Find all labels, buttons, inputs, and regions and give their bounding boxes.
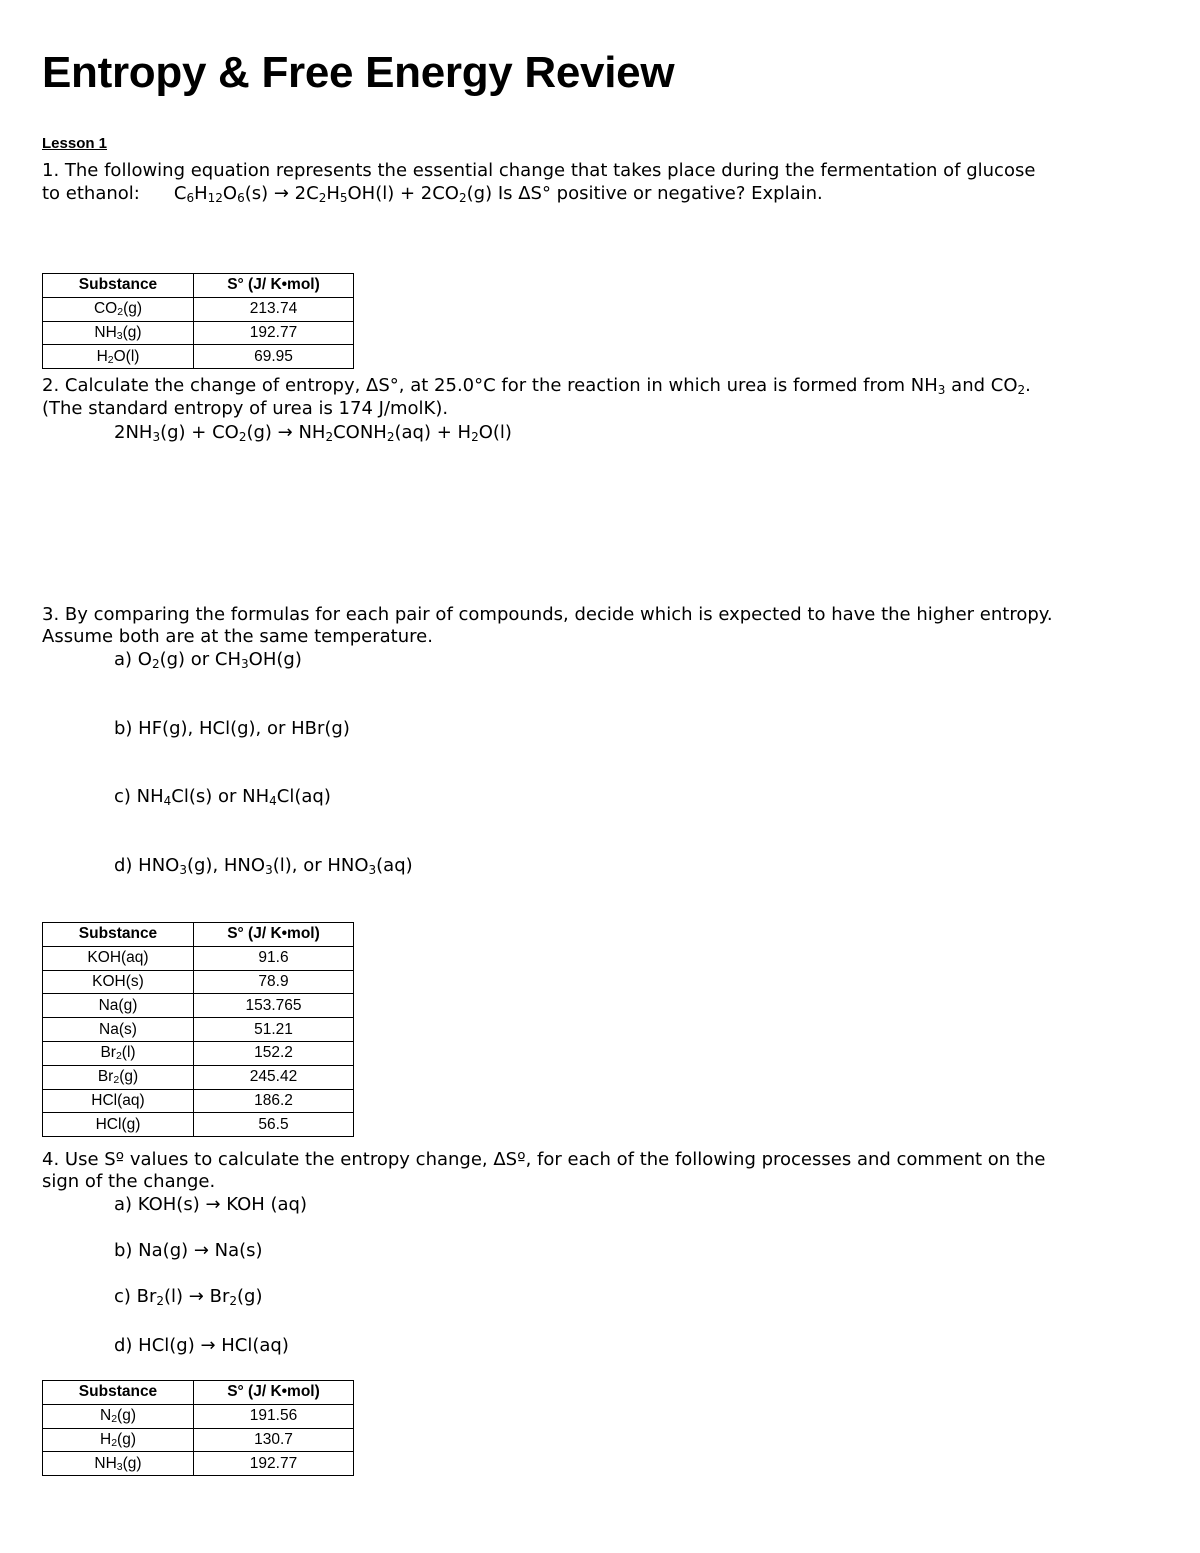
fermentation-equation: $C_6H_{12}O_6(s) \to 2C_2H_5OH(l) + 2CO_2(g)$ Is ΔS° positive or negative? Explain. [173,183,823,205]
substance-cell: KOH(aq) [43,946,194,970]
header-substance: Substance [43,923,194,947]
entropy-value-cell: 186.2 [194,1089,354,1113]
question-4-part-b: b) Na(g) → Na(s) [114,1240,263,1261]
table-row [43,1113,354,1137]
table-header-row [43,923,354,947]
question-3-part-c: c) $NH_4Cl(s)$ or $NH_4Cl(aq)$ [114,786,331,808]
question-2-line-2: (The standard entropy of urea is 174 J/molK). [42,398,449,419]
urea-equation: $2NH_3(g) + CO_2(g)$ → $NH_2CONH_2(aq) + H_2O(l)$ [114,422,512,444]
header-entropy: S° (J/ K•mol) [194,274,354,298]
header-entropy: S° (J/ K•mol) [194,1381,354,1405]
substance-cell: HCl(g) [43,1113,194,1137]
substance-cell: Na(s) [43,1018,194,1042]
table-row [43,1018,354,1042]
entropy-value-cell: 191.56 [194,1404,354,1428]
question-2-line-1: 2. Calculate the change of entropy, ΔS°, at 25.0°C for the reaction in which urea is formed from $NH_3$ and $CO_2$. [42,375,1031,397]
question-1-line-2: to ethanol: $C_6H_{12}O_6(s) \to 2C_2H_5OH(l) + 2CO_2(g)$ Is ΔS° positive or negative? Explain. [42,183,823,205]
table-header-row [43,1381,354,1405]
entropy-value-cell: 51.21 [194,1018,354,1042]
substance-cell: $N_2(g)$ [43,1404,194,1428]
substance-cell: $H_2(g)$ [43,1428,194,1452]
table-row [43,1041,354,1065]
lesson-heading: Lesson 1 [42,135,108,152]
substance-cell: KOH(s) [43,970,194,994]
table-header-row [43,274,354,298]
table-row [43,1428,354,1452]
question-4-part-c: c) $Br_2(l) \to Br_2(g)$ [114,1286,263,1308]
question-1-line-1: 1. The following equation represents the essential change that takes place during the fermentation of glucose [42,160,1036,181]
header-entropy: S° (J/ K•mol) [194,923,354,947]
header-substance: Substance [43,1381,194,1405]
table-row [43,345,354,369]
question-3-part-a: a) $O_2(g)$ or $CH_3OH(g)$ [114,649,302,671]
entropy-value-cell: 69.95 [194,345,354,369]
question-4-part-a: a) KOH(s) → KOH (aq) [114,1194,307,1215]
substance-cell: $H_2O(l)$ [43,345,194,369]
entropy-table-1 [42,273,354,369]
entropy-value-cell: 130.7 [194,1428,354,1452]
question-3-part-b: b) HF(g), HCl(g), or HBr(g) [114,718,350,739]
page-title: Entropy & Free Energy Review [42,48,675,97]
entropy-value-cell: 91.6 [194,946,354,970]
entropy-value-cell: 213.74 [194,297,354,321]
table-row [43,297,354,321]
entropy-value-cell: 245.42 [194,1065,354,1089]
table-row [43,1089,354,1113]
entropy-value-cell: 192.77 [194,321,354,345]
question-3-line-1: 3. By comparing the formulas for each pair of compounds, decide which is expected to have the higher entropy. [42,604,1053,625]
entropy-table-2 [42,922,354,1137]
table-row [43,994,354,1018]
substance-cell: $CO_2(g)$ [43,297,194,321]
substance-cell: $Br_2(l)$ [43,1041,194,1065]
substance-cell: $Br_2(g)$ [43,1065,194,1089]
entropy-value-cell: 78.9 [194,970,354,994]
question-3-line-2: Assume both are at the same temperature. [42,626,433,647]
table-row [43,1065,354,1089]
table-row [43,1452,354,1476]
entropy-table-3 [42,1380,354,1476]
question-4-line-2: sign of the change. [42,1171,216,1192]
substance-cell: $NH_3(g)$ [43,1452,194,1476]
question-3-part-d: d) $HNO_3(g)$, $HNO_3(l)$, or $HNO_3(aq)$ [114,855,413,877]
substance-cell: HCl(aq) [43,1089,194,1113]
substance-cell: Na(g) [43,994,194,1018]
entropy-value-cell: 56.5 [194,1113,354,1137]
table-row [43,946,354,970]
question-4-line-1: 4. Use Sº values to calculate the entropy change, ΔSº, for each of the following processes and comment on the [42,1149,1046,1170]
table-row [43,1404,354,1428]
substance-cell: $NH_3(g)$ [43,321,194,345]
entropy-value-cell: 152.2 [194,1041,354,1065]
table-row [43,321,354,345]
header-substance: Substance [43,274,194,298]
table-row [43,970,354,994]
question-4-part-d: d) HCl(g) → HCl(aq) [114,1335,289,1356]
entropy-value-cell: 192.77 [194,1452,354,1476]
entropy-value-cell: 153.765 [194,994,354,1018]
